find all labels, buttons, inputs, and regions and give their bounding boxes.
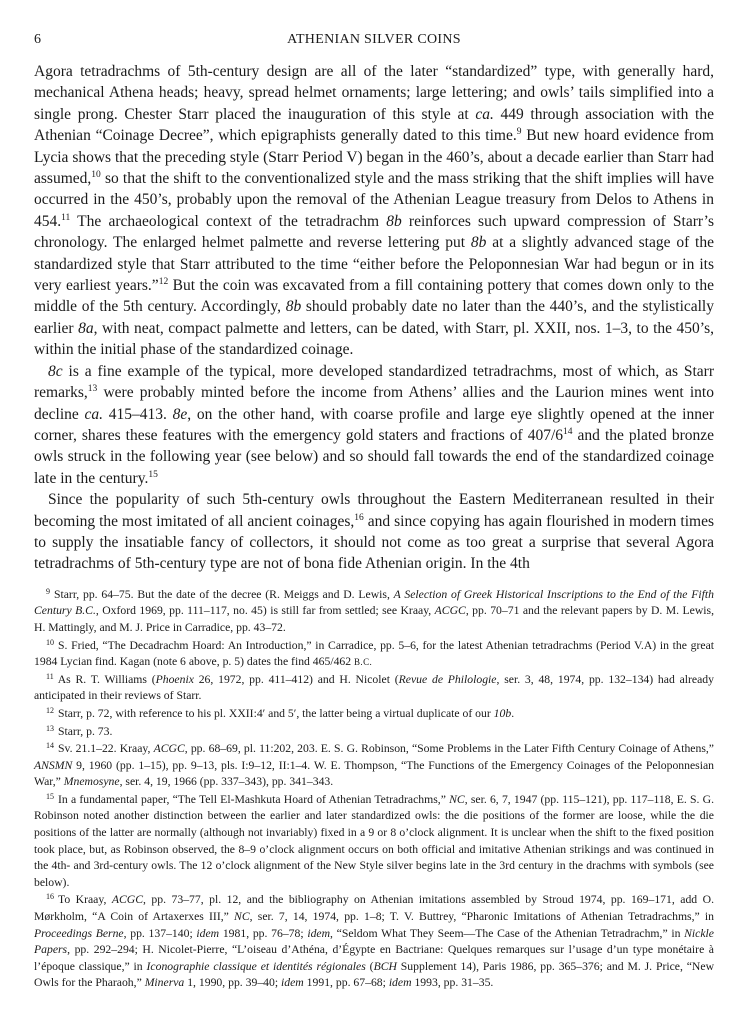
text-run: S. Fried, “The Decadrachm Hoard: An Introduction,” in Carradice, pp. 5–6, for the latest Athenian tetradrachms (Period V.A) in the great 1984 Lycian find. Kagan (note 6 above, p. 5) dates the find 465/462: [34, 638, 714, 669]
text-run: , pp. 137–140;: [123, 926, 197, 940]
text-run: 1993, pp. 31–35.: [411, 976, 494, 990]
footnote-ref: 14: [563, 426, 573, 437]
italic-text: NC: [234, 910, 250, 924]
text-run: The archaeological context of the tetradrachm: [70, 212, 387, 230]
text-run: .: [511, 706, 515, 720]
footnote-ref: 16: [354, 512, 364, 523]
italic-text: BCH: [373, 959, 397, 973]
italic-text: ACGC: [434, 604, 466, 618]
footnote-number: 12: [46, 705, 54, 715]
footnote-number: 14: [46, 741, 54, 751]
italic-text: Revue de Philologie: [398, 672, 497, 686]
footnote-11: [34, 672, 714, 705]
text-run: , pp. 73–77, pl. 12, and the bibliography on Athenian imitations assembled by Stroud 1974, pp. 169–171, add O. Mørkholm, “A Coin of Artaxerxes III,”: [34, 893, 714, 924]
footnote-ref: 15: [148, 469, 158, 480]
italic-text: ACGC: [111, 893, 144, 907]
text-run: To Kraay,: [58, 893, 112, 907]
italic-text: Phoenix: [155, 672, 194, 686]
text-run: Starr, p. 73.: [58, 724, 113, 738]
text-run: As R. T. Williams (: [57, 672, 156, 686]
italic-text: ACGC: [153, 742, 185, 756]
text-run: 449 through association with the Athenian “Coinage Decree”, which epigraphists generally dated to this time.: [34, 105, 714, 145]
text-run: 1991, pp. 67–68;: [303, 976, 389, 990]
text-run: 9, 1960 (pp. 1–15), pp. 9–13, pls. I:9–12, II:1–4. W. E. Thompson, “The Functions of the Emergency Coinages of the Peloponnesian War,”: [34, 758, 714, 789]
text-run: 415–413.: [103, 405, 173, 423]
footnote-ref: 10: [91, 170, 101, 181]
italic-text: ca.: [475, 105, 494, 123]
footnote-13: [34, 724, 714, 741]
italic-text: Nickle Papers: [34, 926, 714, 957]
footnote-number: 10: [46, 637, 54, 647]
text-run: 1, 1990, pp. 39–40;: [184, 976, 282, 990]
paragraph-3: [34, 489, 714, 575]
italic-text: idem: [196, 926, 220, 940]
text-run: , ser. 3, 48, 1974, pp. 132–134) had already anticipated in their reviews of Starr.: [34, 672, 714, 703]
italic-text: 8b: [470, 234, 487, 252]
italic-text: 8e: [172, 405, 188, 423]
text-run: Sv. 21.1–22. Kraay,: [58, 742, 154, 756]
text-run: Starr, p. 72, with reference to his pl. XXII:4′ and 5′, the latter being a virtual duplicate of our: [58, 706, 494, 720]
text-run: Supplement 14), Paris 1986, pp. 365–376; and M. J. Price, “New Owls for the Pharaoh,”: [34, 959, 715, 990]
text-run: , ser. 7, 14, 1974, pp. 1–8; T. V. Buttrey, “Pharonic Imitations of Athenian Tetradrachms,” in: [249, 910, 714, 924]
text-run: , pp. 292–294; H. Nicolet-Pierre, “L’oiseau d’Athéna, d’Égypte en Bactriane: Quelques remarques sur l’usage d’un type monétaire à l’époque classique,” in: [34, 943, 714, 973]
footnote-ref: 12: [158, 277, 169, 288]
italic-text: Minerva: [144, 976, 185, 990]
main-text: [34, 61, 714, 575]
footnote-9: [34, 587, 714, 637]
text-run: reinforces such upward compression of Starr’s chronology. The enlarged helmet palmette and reverse lettering put: [34, 212, 714, 252]
italic-text: 10b: [493, 706, 512, 720]
footnote-16: [34, 892, 714, 992]
text-run: , ser. 4, 19, 1966 (pp. 337–343), pp. 341–343.: [119, 775, 334, 789]
italic-text: 8c: [48, 362, 63, 380]
text-run: 26, 1972, pp. 411–412) and H. Nicolet (: [193, 672, 399, 686]
page-header: [34, 32, 714, 54]
footnote-10: [34, 638, 714, 671]
italic-text: NC: [449, 792, 465, 806]
italic-text: 8a: [78, 319, 94, 337]
text-run: , Oxford 1969, pp. 111–117, no. 45) is still far from settled; see Kraay,: [95, 604, 435, 618]
footnote-ref: 13: [87, 384, 98, 395]
footnote-number: 16: [46, 892, 54, 902]
text-run: , with neat, compact palmette and letters, can be dated, with Starr, pl. XXII, nos. 1–3, to the 450’s, within the initial phase of the standardized coinage.: [34, 319, 714, 359]
text-run: were probably minted before the income from Athens’ allies and the Laurion mines went into decline: [34, 384, 714, 423]
footnote-number: 15: [46, 791, 54, 801]
footnote-number: 13: [46, 723, 54, 733]
text-run: , “Seldom What They Seem—The Case of the Athenian Tetradrachm,” in: [330, 926, 685, 940]
italic-text: Mnemosyne: [63, 775, 120, 789]
footnote-number: 9: [46, 586, 50, 596]
footnote-ref: 9: [516, 127, 522, 138]
footnote-14: [34, 741, 714, 791]
footnote-12: [34, 706, 714, 723]
italic-text: Proceedings Berne: [34, 926, 124, 940]
footnote-15: [34, 792, 714, 892]
text-run: , pp. 70–71 and the relevant papers by D. M. Lewis, H. Mattingly, and M. J. Price in Carradice, pp. 43–72.: [34, 604, 715, 634]
paragraph-2: [34, 361, 714, 489]
footnote-ref: 11: [61, 212, 71, 223]
italic-text: 8b: [386, 212, 402, 230]
italic-text: idem: [388, 976, 412, 990]
footnotes: [34, 587, 714, 992]
text-run: But the coin was excavated from a fill containing pottery that comes down only to the middle of the 5th century. Accordingly,: [34, 277, 714, 316]
paragraph-1: [34, 61, 714, 361]
text-run: Starr, pp. 64–75. But the date of the decree (R. Meiggs and D. Lewis,: [54, 587, 394, 601]
text-run: Agora tetradrachms of 5th-century design are all of the later “standardized” type, with generally hard, mechanical Athena heads; heavy, spread helmet ornaments; large lettering; and owls’ tails simplified into a single prong. Chester Starr placed the inauguration of this style at: [34, 63, 714, 123]
text-run: , pp. 68–69, pl. 11:202, 203. E. S. G. Robinson, “Some Problems in the Later Fifth Century Coinage of Athens,”: [184, 742, 714, 756]
italic-text: A Selection of Greek Historical Inscriptions to the End of the Fifth Century B.C.: [34, 587, 714, 618]
italic-text: ANSMN: [34, 758, 73, 772]
italic-text: idem: [281, 976, 304, 990]
italic-text: ca.: [84, 405, 104, 423]
text-run: and the plated bronze owls struck in the following year (see below) and so should fall towards the end of the standardized coinage late in the century.: [34, 426, 714, 487]
text-run: so that the shift to the conventionalized style and the mass striking that the shift implies will have occurred in the 450’s, probably upon the removal of the Athenian League treasury from Delos to Athens in 454.: [34, 170, 714, 230]
text-run: should probably date no later than the 440’s, and the stylistically earlier: [34, 298, 714, 337]
text-run: and since copying has again flourished in modern times to supply the insatiable fancy of collectors, it should not come as too great a surprise that several Agora tetradrachms of 5th-century type are not of bona fide Athenian origin. In the 4th: [34, 512, 714, 573]
small-caps-text: B.C.: [354, 657, 373, 668]
footnote-number: 11: [46, 671, 54, 681]
italic-text: 8b: [285, 298, 302, 316]
running-title: ATHENIAN SILVER COINS: [287, 32, 461, 47]
text-run: Since the popularity of such 5th-century owls throughout the Eastern Mediterranean resulted in their becoming the most imitated of all ancient coinages,: [34, 491, 714, 530]
text-run: In a fundamental paper, “The Tell El-Mashkuta Hoard of Athenian Tetradrachms,”: [58, 792, 450, 806]
page-number: 6: [34, 32, 42, 47]
text-run: (: [365, 959, 374, 973]
text-run: , ser. 6, 7, 1947 (pp. 115–121), pp. 117–118, E. S. G. Robinson noted another distinction between the earlier and later standardized owls: the die positions of the former are loose, while the die positions of the latter are normally (although not invariably) fixed in a 9 or 8 o’clock alignment. It is unclear when the shift to the fixed position took place, but, as Robinson observed, the 8–9 o’clock alignment occurs on both official and imitative Athenian strikings and was continued in the 4th- and 3rd-century owls. The 12 o’clock alignment of the New Style silver begins late in the 3rd century in the drachms with symbols (see below).: [34, 792, 714, 889]
italic-text: idem: [307, 926, 331, 940]
text-run: is a fine example of the typical, more developed standardized tetradrachms, most of which, as Starr remarks,: [34, 362, 714, 402]
text-run: , on the other hand, with coarse profile and large eye slightly opened at the inner corner, shares these features with the emergency gold staters and fractions of 407/6: [34, 405, 714, 444]
document-page: [34, 32, 714, 993]
text-run: But new hoard evidence from Lycia shows that the preceding style (Starr Period V) began in the 460’s, about a decade earlier than Starr had assumed,: [34, 127, 714, 188]
text-run: at a slightly advanced stage of the standardized style that Starr attributed to the time “either before the Peloponnesian War had begun or in its very earliest years.”: [34, 234, 714, 295]
italic-text: Iconographie classique et identités régionales: [146, 959, 366, 973]
text-run: 1981, pp. 76–78;: [219, 926, 308, 940]
